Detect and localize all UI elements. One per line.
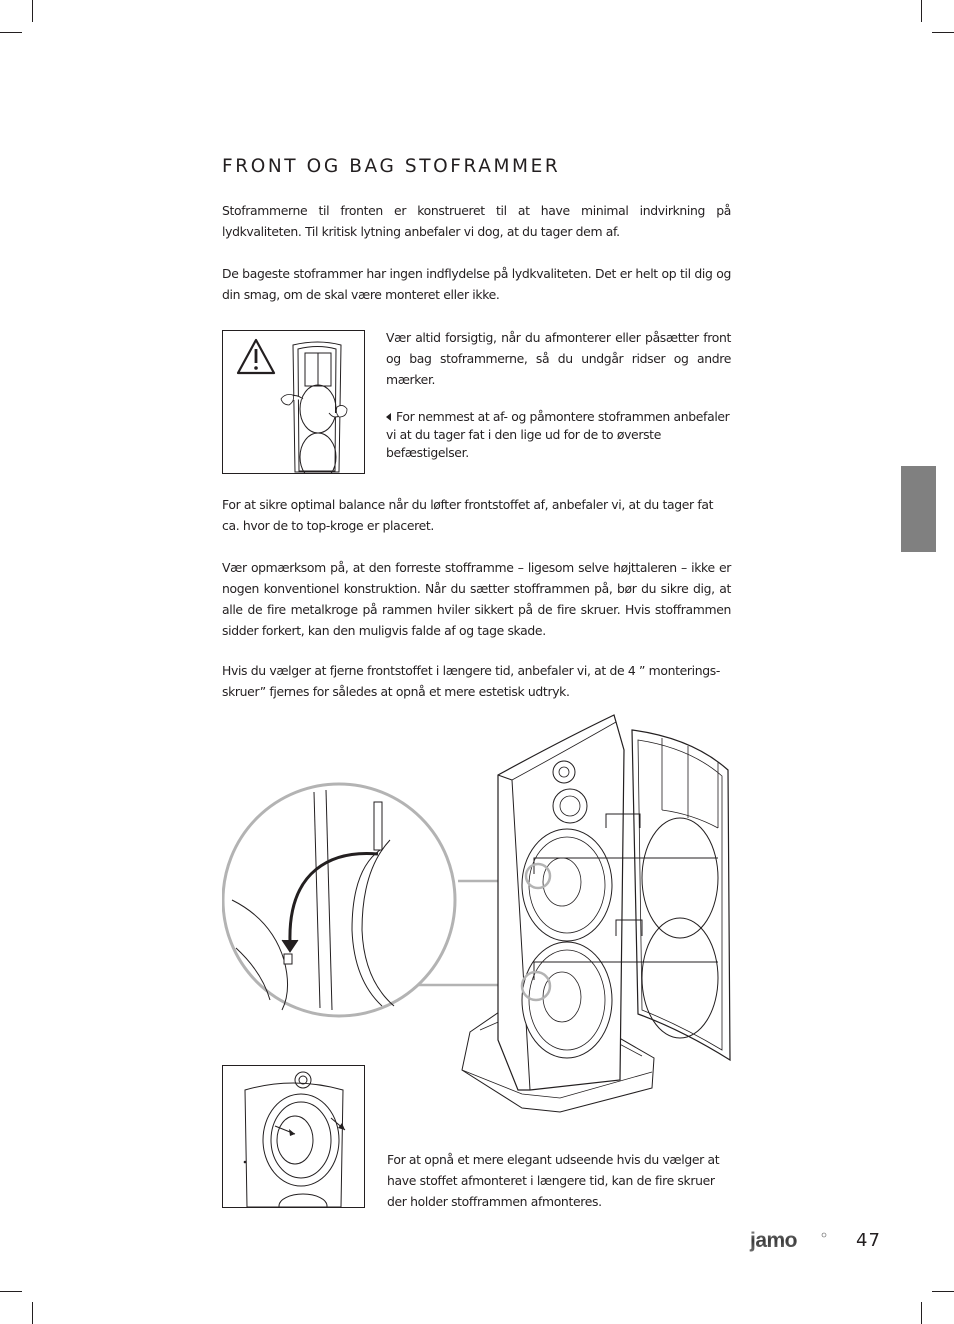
paragraph-elegant: For at opnå et mere elegant udseende hvis du vælger at have stoffet afmonteret i længere tid, kan de fire skruer der holder stofframmen afmonteres.	[387, 1152, 720, 1209]
caution-figure	[222, 330, 365, 474]
tip-text: For nemmest at af- og påmontere stoframmen anbefaler vi at du tager fat i den lige ud for de to øverste befæstigelser.	[386, 409, 730, 460]
warning-triangle-icon	[238, 340, 274, 373]
logo-text: jamo	[750, 1230, 798, 1252]
paragraph-intro1: Stoframmerne til fronten er konstrueret til at have minimal indvirkning på lydkvaliteten. Til kritisk lytning anbefaler vi dog, at du tager dem af.	[222, 203, 731, 239]
paragraph-balance: For at sikre optimal balance når du løfter frontstoffet af, anbefaler vi, at du tager fat ca. hvor de to top-kroge er placeret.	[222, 497, 714, 533]
crop-mark	[932, 1291, 954, 1292]
paragraph-attention: Vær opmærksom på, at den forreste stofframme – ligesom selve højttaleren – ikke er nogen konventionel konstruktion. Når du sætter stofframmen på, bør du sikre dig, at alle de fire metalkroge på rammen hviler sikkert på de fire skruer. Hvis stofframmen sidder forkert, kan den muligvis falde af og tage skade.	[222, 560, 731, 638]
crop-mark	[932, 32, 954, 33]
screw-removal-figure	[222, 1065, 365, 1208]
paragraph-intro2: De bageste stoframmer har ingen indflydelse på lydkvaliteten. Det er helt op til dig og din smag, om de skal være monteret eller ikke.	[222, 266, 731, 302]
page-number: 47	[856, 1230, 881, 1251]
crop-mark	[921, 0, 922, 22]
speaker-grille-illustration	[223, 331, 364, 473]
crop-mark	[0, 32, 22, 33]
paragraph-tip	[386, 408, 731, 462]
crop-mark	[32, 0, 33, 22]
speaker-closeup-illustration	[223, 1066, 364, 1207]
jamo-logo	[748, 1230, 828, 1254]
page-heading: FRONT OG BAG STOFRAMMER	[222, 156, 561, 177]
crop-mark	[921, 1302, 922, 1324]
section-tab	[901, 466, 936, 552]
crop-mark	[0, 1291, 22, 1292]
paragraph-caution: Vær altid forsigtig, når du afmonterer eller påsætter front og bag stoframmerne, så du undgår ridser og andre mærker.	[386, 330, 731, 387]
paragraph-removal: Hvis du vælger at fjerne frontstoffet i længere tid, anbefaler vi, at de 4 ” monterings-skruer” fjernes for således at opnå et mere estetisk udtryk.	[222, 663, 720, 699]
crop-mark	[32, 1302, 33, 1324]
left-pointer-icon	[386, 413, 391, 421]
